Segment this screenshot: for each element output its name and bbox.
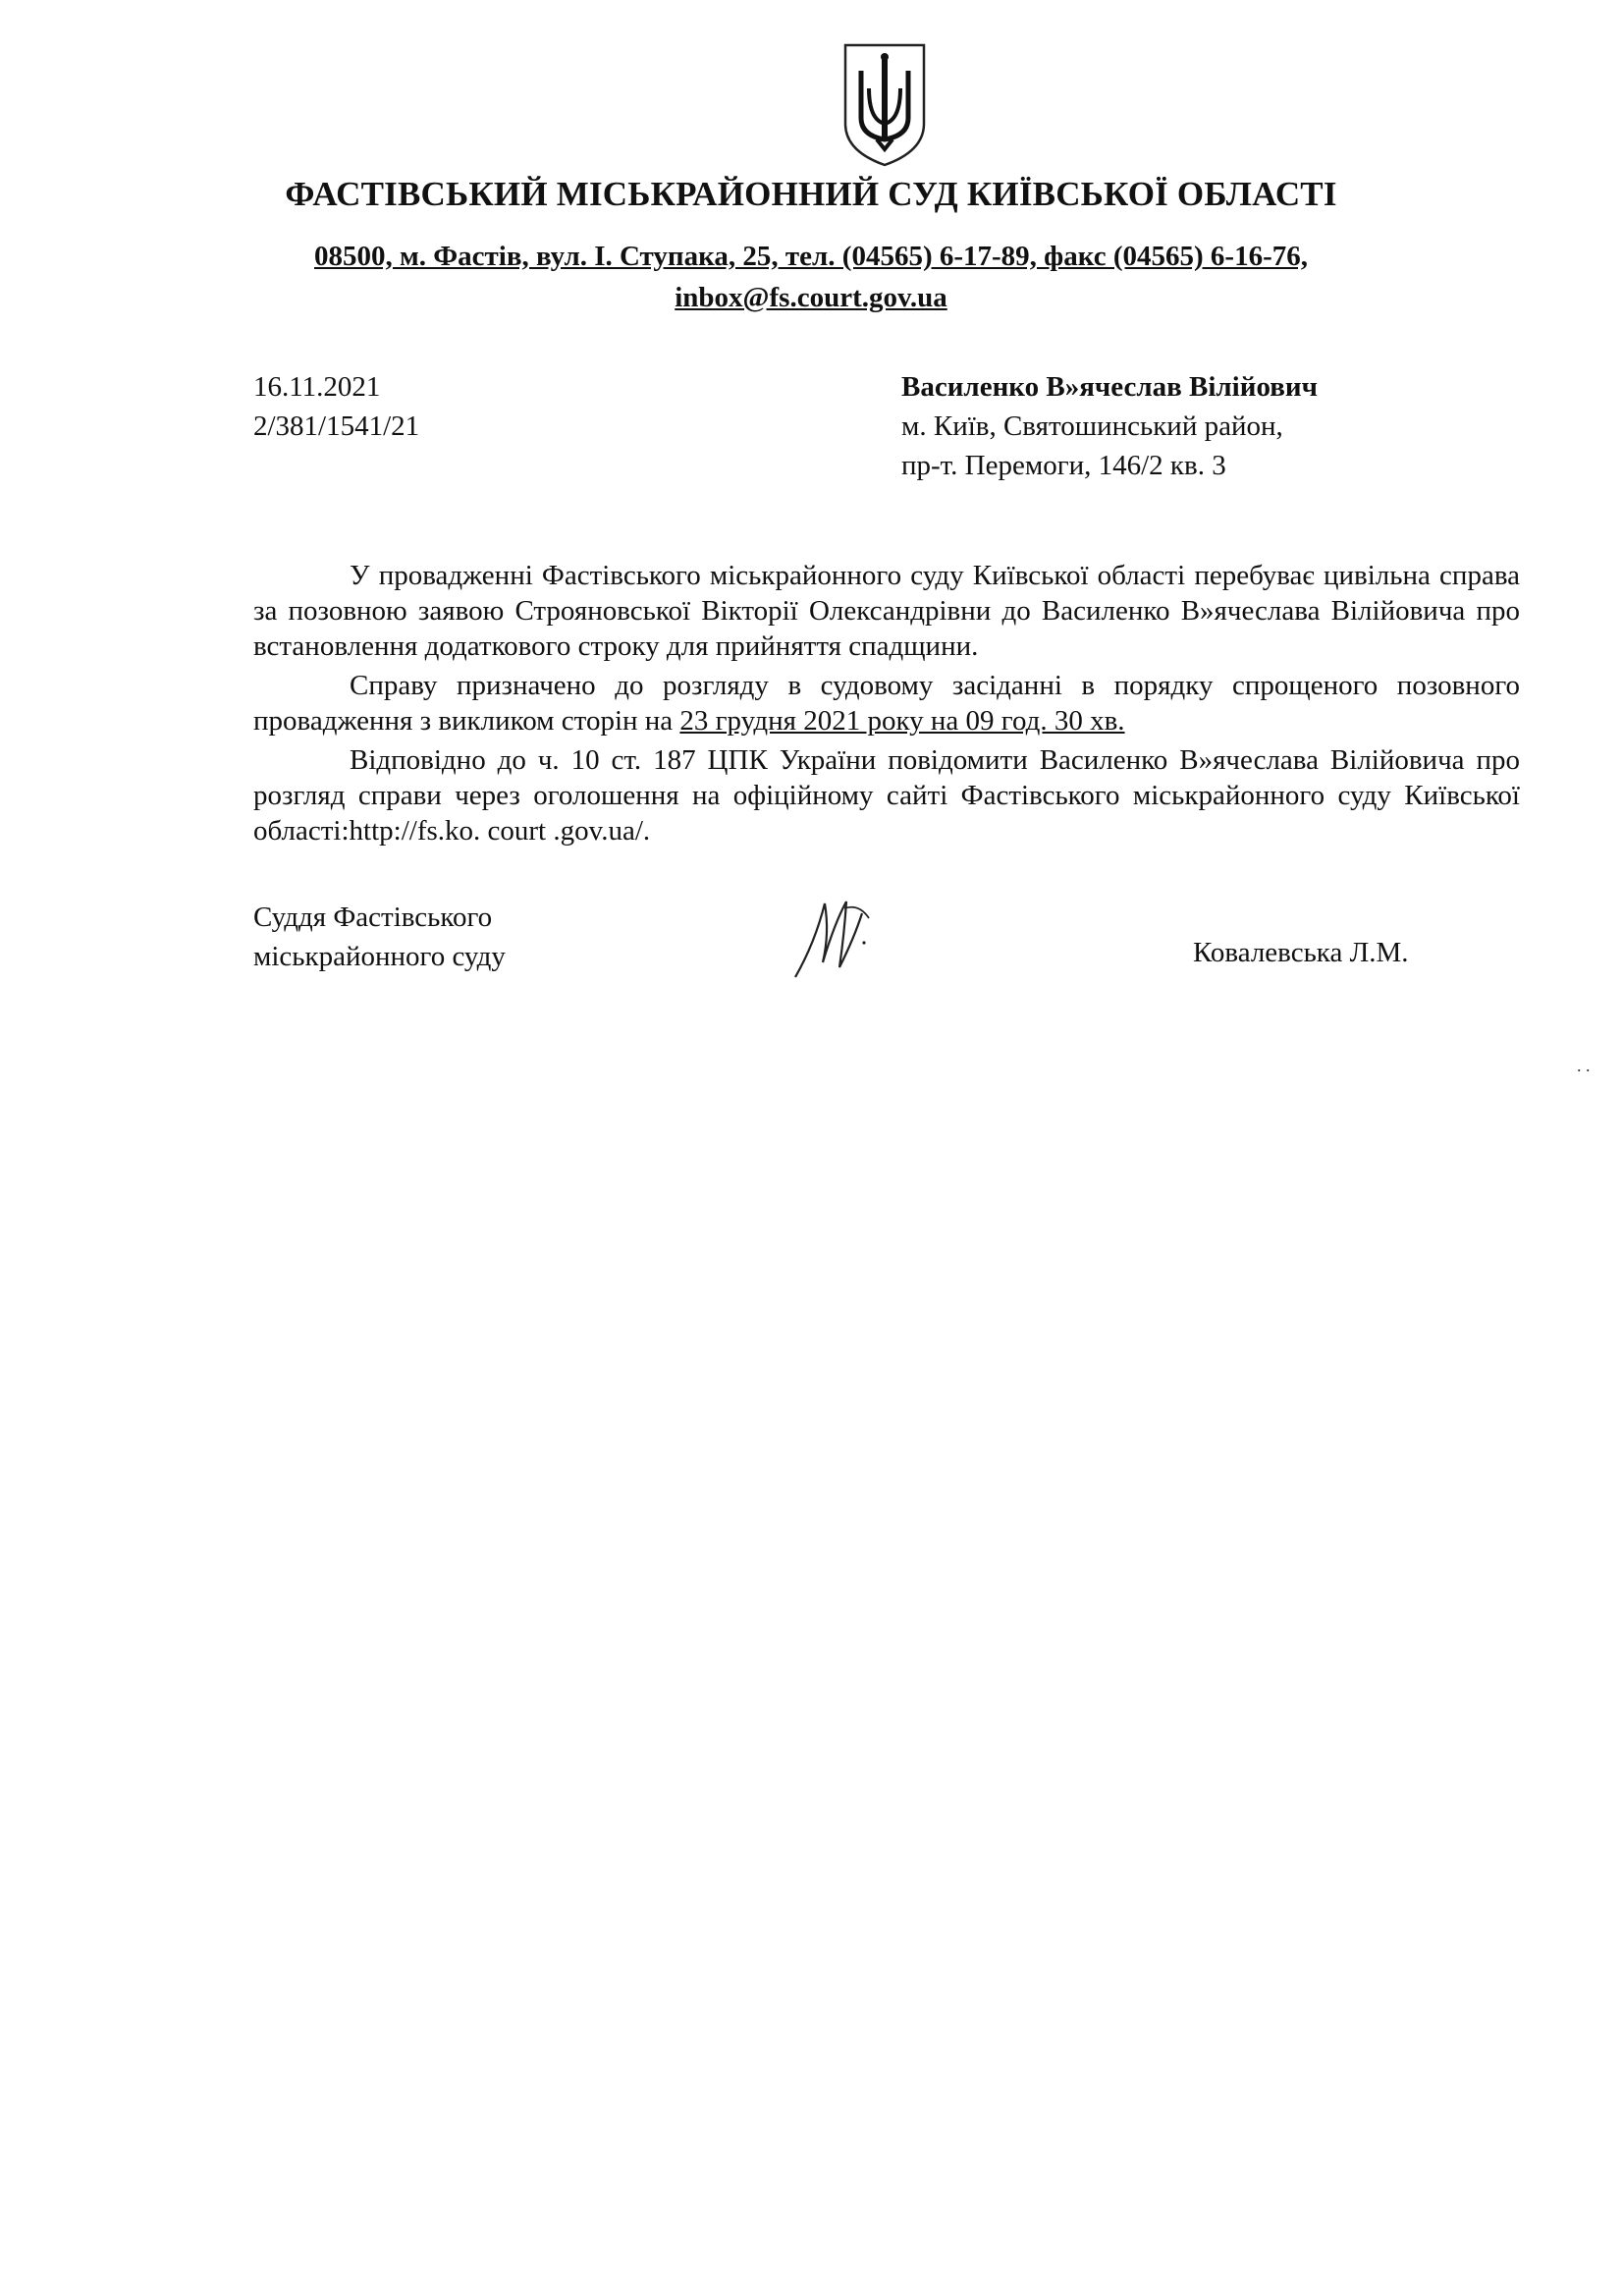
body-paragraph [253,668,1520,738]
scan-marks: . . [1577,1056,1591,1075]
recipient-address-line: пр-т. Перемоги, 146/2 кв. 3 [901,450,1226,481]
signature-title [253,898,506,976]
handwritten-signature [785,884,884,992]
court-address [0,236,1622,318]
recipient-name: Василенко В»ячеслав Вілійович [901,371,1318,403]
court-email: inbox@fs.court.gov.ua [675,282,947,313]
hearing-datetime: 23 грудня 2021 року на 09 год. 30 хв. [679,705,1125,737]
document-reference: 2/381/1541/21 [253,410,420,442]
document-meta [253,367,419,446]
judge-name: Ковалевська Л.М. [1193,937,1409,968]
letter-body [253,558,1520,852]
document-date: 16.11.2021 [253,371,381,403]
signature-title-line: Суддя Фастівського [253,902,493,933]
body-paragraph: У провадженні Фастівського міськрайонного суду Київської області перебуває цивільна справа за позовною заявою Строяновської Вікторії Олександрівни до Василенко В»ячеслава Вілійовича про встановлення додаткового строку для прийняття спадщини. [253,560,1520,662]
coat-of-arms-icon [839,41,930,169]
recipient-block [901,367,1318,485]
signature-title-line: міськрайонного суду [253,941,506,972]
court-name: ФАСТІВСЬКИЙ МІСЬКРАЙОННИЙ СУД КИЇВСЬКОЇ ОБЛАСТІ [285,175,1337,213]
body-paragraph: Відповідно до ч. 10 ст. 187 ЦПК України повідомити Василенко В»ячеслава Вілійовича про розгляд справи через оголошення на офіційному сайті Фастівського міськрайонного суду Київської області:http://fs.ko. court .gov.ua/. [253,744,1520,847]
recipient-address-line: м. Київ, Святошинський район, [901,410,1283,442]
body-text-span: Справу призначено до розгляду в судовому засіданні в порядку спрощеного позовного провадження з викликом сторін на [253,670,1520,737]
address-line: 08500, м. Фастів, вул. І. Ступака, 25, тел. (04565) 6-17-89, факс (04565) 6-16-76, [314,241,1308,272]
